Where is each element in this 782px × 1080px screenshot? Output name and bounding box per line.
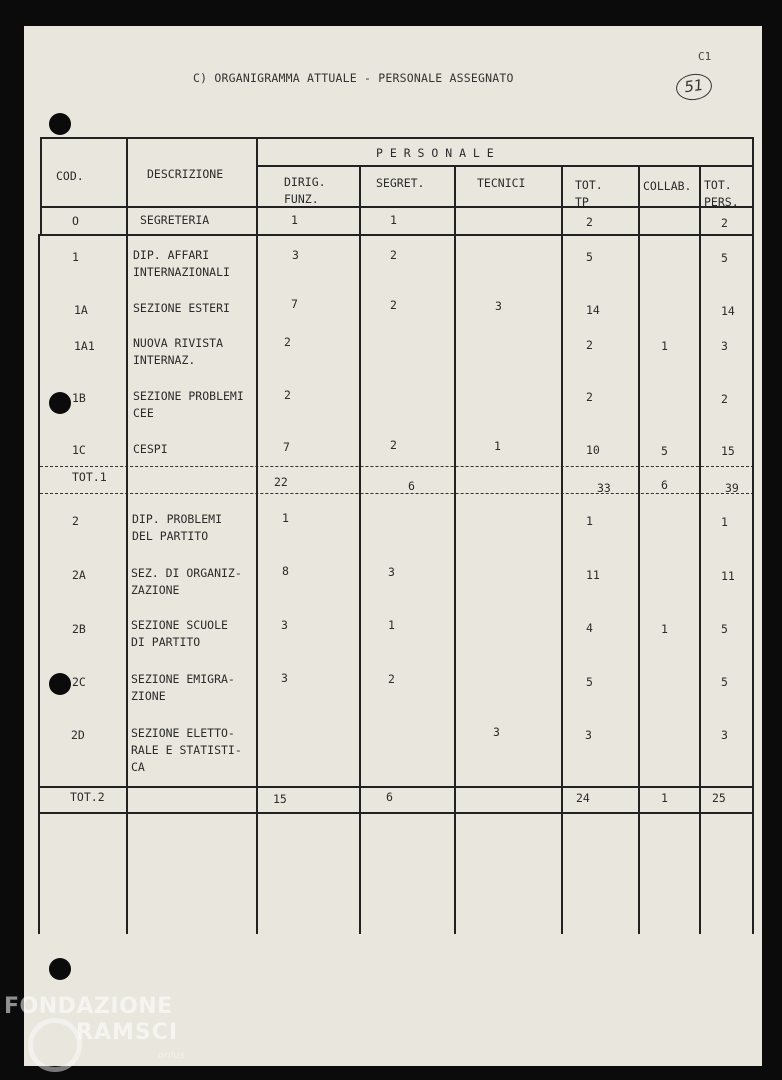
cell-tecnici: 3 [495,299,502,313]
watermark-line2: RAMSCI [76,1020,179,1045]
cell-totpers: 5 [721,622,728,636]
header-tottp [575,177,603,211]
header-segret: SEGRET. [376,176,425,190]
cell-segret-total: 6 [408,479,415,493]
cell-desc-line: RALE E STATISTI- [131,743,242,757]
cell-dirig: 2 [284,335,291,349]
cell-collab: 1 [661,339,668,353]
header-dirig-line: FUNZ. [284,192,319,206]
table-rule [638,165,640,934]
cell-totpers: 2 [721,216,728,230]
cell-segret: 2 [388,672,395,686]
cell-dirig-total: 22 [274,475,288,489]
cell-tottp: 4 [586,621,593,635]
cell-desc [133,388,244,422]
cell-desc-line: NUOVA RIVISTA [133,336,224,350]
cell-desc: SEZIONE ESTERI [133,301,230,315]
cell-cod: 2C [72,675,86,689]
cell-cod: 1B [72,391,86,405]
cell-desc [133,335,223,369]
cell-tecnici: 1 [494,439,501,453]
cell-totpers: 15 [721,444,735,458]
cell-desc-line: CA [131,760,145,774]
cell-desc: CESPI [133,442,168,456]
cell-tottp: 2 [586,390,593,404]
cell-dirig: 3 [292,248,299,262]
cell-totpers: 11 [721,569,735,583]
page-number-stamp: 51 [674,72,713,103]
cell-desc: SEGRETERIA [140,213,210,227]
cell-tottp: 5 [586,675,593,689]
punch-hole [49,113,71,135]
cell-segret: 1 [388,618,395,632]
table-rule [40,234,754,236]
cell-totpers: 3 [721,728,728,742]
cell-tottp-total: 24 [576,791,590,805]
table-rule [359,165,361,934]
cell-desc-line: INTERNAZ. [133,353,196,367]
cell-desc [132,511,222,545]
cell-collab: 1 [661,622,668,636]
cell-segret: 3 [388,565,395,579]
header-tottp-line: TP [575,195,589,209]
header-dirig-line: DIRIG. [284,175,326,189]
table-rule [40,466,754,467]
cell-segret: 2 [390,438,397,452]
cell-desc-line: SEZIONE EMIGRA- [131,672,235,686]
cell-desc-line: DI PARTITO [131,635,201,649]
cell-cod: 2D [71,728,85,742]
cell-totpers: 5 [721,675,728,689]
cell-desc [131,725,242,776]
cell-cod: 1C [72,443,86,457]
table-rule [40,137,42,235]
cell-tottp: 11 [586,568,600,582]
cell-dirig: 1 [291,213,298,227]
cell-desc-line: DIP. AFFARI [133,248,210,262]
cell-desc [131,617,228,651]
cell-desc-line: INTERNAZIONALI [133,265,230,279]
table-rule [40,493,754,494]
document-page [24,26,762,1066]
document-title: C) ORGANIGRAMMA ATTUALE - PERSONALE ASSEGNATO [193,71,514,85]
cell-cod: 2 [72,514,79,528]
cell-tecnici: 3 [493,725,500,739]
cell-desc-line: DEL PARTITO [132,529,209,543]
cell-segret: 2 [390,248,397,262]
cell-desc-line: ZAZIONE [131,583,180,597]
table-rule [561,165,563,934]
table-rule [258,165,754,167]
cell-totpers: 3 [721,339,728,353]
cell-totpers-total: 39 [725,481,739,495]
cell-desc [131,565,242,599]
cell-totpers: 14 [721,304,735,318]
table-rule [40,812,754,814]
cell-cod-total: TOT.2 [70,790,105,804]
cell-totpers: 2 [721,392,728,406]
table-rule [40,786,754,788]
page-code: C1 [698,50,712,63]
cell-cod-total: TOT.1 [72,470,107,484]
cell-desc-line: SEZIONE SCUOLE [131,618,228,632]
cell-dirig: 1 [282,511,289,525]
header-totpers-line: TOT. [704,178,732,192]
header-dirig [284,174,326,208]
cell-tottp: 10 [586,443,600,457]
cell-desc-line: SEZ. DI ORGANIZ- [131,566,242,580]
cell-cod: 2A [72,568,86,582]
cell-cod: 1A1 [74,339,95,353]
cell-tottp: 3 [585,728,592,742]
cell-tottp: 2 [586,215,593,229]
cell-collab-total: 6 [661,478,668,492]
cell-dirig: 8 [282,564,289,578]
cell-cod: 1 [72,250,79,264]
cell-tottp: 1 [586,514,593,528]
header-collab: COLLAB. [643,179,692,193]
table-rule [752,137,754,934]
header-tecnici: TECNICI [477,176,526,190]
cell-tottp: 5 [586,250,593,264]
cell-desc-line: SEZIONE PROBLEMI [133,389,244,403]
cell-desc [133,247,230,281]
punch-hole [49,392,71,414]
cell-dirig: 7 [283,440,290,454]
table-rule [38,234,40,934]
cell-cod: 2B [72,622,86,636]
header-tottp-line: TOT. [575,178,603,192]
cell-segret: 2 [390,298,397,312]
cell-collab-total: 1 [661,791,668,805]
header-personale: P E R S O N A L E [376,146,494,160]
watermark-g-logo-icon [28,1018,82,1072]
cell-totpers: 5 [721,251,728,265]
table-rule [256,137,258,934]
table-rule [40,137,754,139]
cell-desc-line: SEZIONE ELETTO- [131,726,235,740]
watermark-suffix: onlus [158,1050,185,1061]
header-descrizione: DESCRIZIONE [147,167,224,181]
cell-tottp-total: 33 [597,481,611,495]
cell-cod: O [72,214,79,228]
cell-totpers: 1 [721,515,728,529]
header-cod: COD. [56,169,84,183]
cell-collab: 5 [661,444,668,458]
cell-desc-line: CEE [133,406,154,420]
cell-dirig: 2 [284,388,291,402]
cell-tottp: 14 [586,303,600,317]
header-totpers-line: PERS. [704,195,739,209]
cell-desc-line: DIP. PROBLEMI [132,512,223,526]
punch-hole [49,673,71,695]
cell-tottp: 2 [586,338,593,352]
table-rule [699,165,701,934]
punch-hole [49,958,71,980]
cell-segret: 1 [390,213,397,227]
table-rule [454,165,456,934]
cell-cod: 1A [74,303,88,317]
cell-dirig-total: 15 [273,792,287,806]
cell-desc-line: ZIONE [131,689,166,703]
watermark-line1: FONDAZIONE [4,994,173,1019]
cell-dirig: 3 [281,618,288,632]
cell-segret-total: 6 [386,790,393,804]
cell-desc [131,671,235,705]
cell-dirig: 7 [291,297,298,311]
table-rule [126,137,128,934]
table-rule [40,206,754,208]
header-totpers [704,177,739,211]
cell-dirig: 3 [281,671,288,685]
cell-totpers-total: 25 [712,791,726,805]
